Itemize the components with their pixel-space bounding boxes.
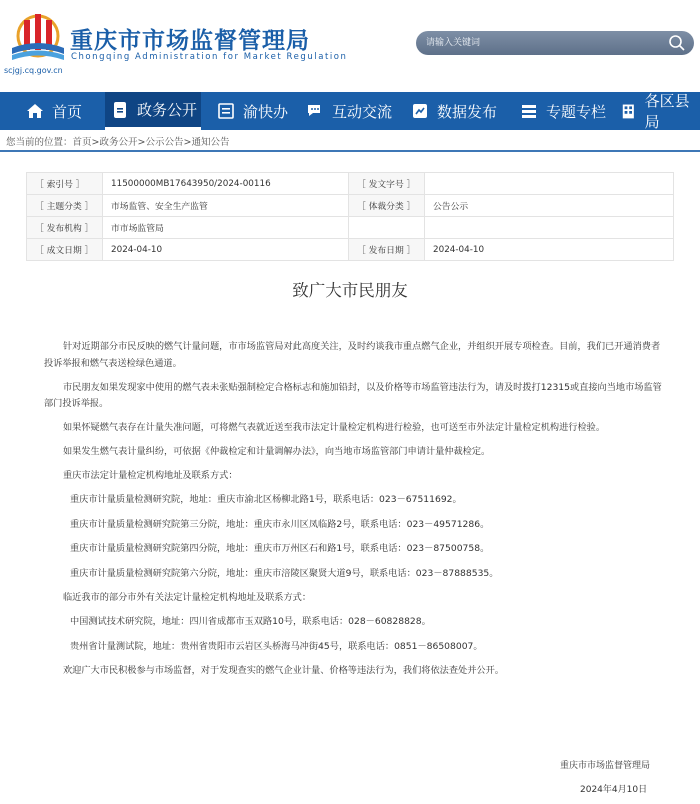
breadcrumb-item-home[interactable]: 首页 xyxy=(72,137,92,148)
paragraph: 针对近期部分市民反映的燃气计量问题，市市场监管局对此高度关注，及时约谈我市重点燃气企业，并组织开展专项检查。目前，我们已开通消费者投诉举报和燃气表送检绿色通道。 xyxy=(44,341,661,369)
address-item: 重庆市计量质量检测研究院第六分院，地址：重庆市涪陵区聚贤大道9号，联系电话：023－87888535。 xyxy=(70,567,499,579)
document-meta-table xyxy=(26,172,674,261)
nav-label: 政务公开 xyxy=(137,101,198,119)
index-label: ［ 索引号 ］ xyxy=(27,173,103,195)
table-row xyxy=(27,239,674,261)
article-signature: 重庆市市场监督管理局 xyxy=(560,761,651,771)
paragraph: 临近我市的部分市外有关法定计量检定机构地址及联系方式： xyxy=(63,592,312,603)
address-item: 贵州省计量测试院，地址：贵州省贵阳市云岩区头桥海马冲街45号，联系电话：0851－86508007。 xyxy=(70,640,483,652)
nav-item-interaction[interactable] xyxy=(291,92,403,130)
nav-item-special-topics[interactable] xyxy=(510,92,614,130)
site-header xyxy=(0,0,700,92)
doc-no-label: ［ 发文字号 ］ xyxy=(349,173,425,195)
breadcrumb-prefix: 您当前的位置： xyxy=(6,137,73,148)
breadcrumb-item-gov-affairs[interactable]: 政务公开 xyxy=(99,137,138,148)
index-value: 11500000MB17643950/2024-00116 xyxy=(103,173,349,195)
emblem-icon xyxy=(8,14,68,64)
nav-label: 互动交流 xyxy=(332,102,393,121)
checklist-icon xyxy=(217,102,235,120)
empty-cell xyxy=(349,217,425,239)
breadcrumb-item-announcements[interactable]: 公示公告 xyxy=(145,137,184,148)
table-row xyxy=(27,173,674,195)
article-body xyxy=(44,339,662,687)
search-icon[interactable] xyxy=(668,34,686,52)
nav-item-yukuaiban[interactable] xyxy=(201,92,291,130)
created-date-value: 2024-04-10 xyxy=(103,239,349,261)
genre-label: ［ 体裁分类 ］ xyxy=(349,195,425,217)
created-date-label: ［ 成文日期 ］ xyxy=(27,239,103,261)
topic-value: 市场监管、安全生产监管 xyxy=(103,195,349,217)
breadcrumb: 您当前的位置：首页>政务公开>公示公告>通知公告 xyxy=(6,137,230,148)
table-row xyxy=(27,195,674,217)
home-icon xyxy=(26,102,44,120)
nav-item-home[interactable] xyxy=(0,92,105,130)
site-domain: scjgj.cq.gov.cn xyxy=(4,66,63,75)
site-name: 重庆市市场监督管理局 xyxy=(70,28,310,54)
empty-cell xyxy=(425,217,674,239)
article-title: 致广大市民朋友 xyxy=(292,281,408,300)
search-box xyxy=(416,31,694,55)
paragraph: 如果发生燃气表计量纠纷，可依据《仲裁检定和计量调解办法》，向当地市场监管部门申请计量仲裁检定。 xyxy=(63,446,491,457)
nav-label: 渝快办 xyxy=(243,102,289,121)
main-nav xyxy=(0,92,700,130)
published-date-label: ［ 发布日期 ］ xyxy=(349,239,425,261)
address-item: 重庆市计量质量检测研究院，地址：重庆市渝北区杨柳北路1号，联系电话：023－67511692。 xyxy=(70,494,462,505)
paragraph: 重庆市法定计量检定机构地址及联系方式： xyxy=(63,470,238,481)
table-row xyxy=(27,217,674,239)
document-icon xyxy=(111,101,129,119)
building-icon xyxy=(620,102,637,120)
breadcrumb-item-notices[interactable]: 通知公告 xyxy=(191,137,230,148)
issuer-value: 市市场监管局 xyxy=(103,217,349,239)
address-item: 重庆市计量质量检测研究院第三分院，地址：重庆市永川区凤临路2号，联系电话：023－49571286。 xyxy=(70,518,490,530)
nav-item-district-bureaus[interactable] xyxy=(614,92,700,130)
nav-item-data-release[interactable] xyxy=(403,92,510,130)
chat-icon xyxy=(306,102,324,120)
address-item: 重庆市计量质量检测研究院第四分院，地址：重庆市万州区石和路1号，联系电话：023－87500758。 xyxy=(70,543,490,554)
search-input[interactable] xyxy=(426,31,656,55)
issuer-label: ［ 发布机构 ］ xyxy=(27,217,103,239)
address-item: 中国测试技术研究院，地址：四川省成都市玉双路10号，联系电话：028－60828828。 xyxy=(70,616,431,627)
nav-label: 专题专栏 xyxy=(546,102,607,121)
topic-label: ［ 主题分类 ］ xyxy=(27,195,103,217)
data-icon xyxy=(411,102,429,120)
doc-no-value xyxy=(425,173,674,195)
nav-label: 数据发布 xyxy=(437,102,498,121)
nav-item-gov-affairs[interactable] xyxy=(105,92,201,130)
article-date: 2024年4月10日 xyxy=(580,785,648,795)
breadcrumb-divider xyxy=(0,150,700,152)
paragraph: 市民朋友如果发现家中使用的燃气表未张贴强制检定合格标志和施加铅封，以及价格等市场监管违法行为，请及时拨打12315或直接向当地市场监管部门投诉举报。 xyxy=(44,381,662,409)
nav-label: 首页 xyxy=(52,102,83,121)
nav-label: 各区县局 xyxy=(644,92,690,131)
list-icon xyxy=(520,102,538,120)
paragraph: 欢迎广大市民积极参与市场监督，对于发现查实的燃气企业计量、价格等违法行为，我们将依法查处并公开。 xyxy=(63,665,504,676)
site-name-en: Chongqing Administration for Market Regulation xyxy=(71,52,348,62)
paragraph: 如果怀疑燃气表存在计量失准问题，可将燃气表就近送至我市法定计量检定机构进行检验，也可送至市外法定计量检定机构进行检验。 xyxy=(63,422,606,433)
genre-value: 公告公示 xyxy=(425,195,674,217)
published-date-value: 2024-04-10 xyxy=(425,239,674,261)
